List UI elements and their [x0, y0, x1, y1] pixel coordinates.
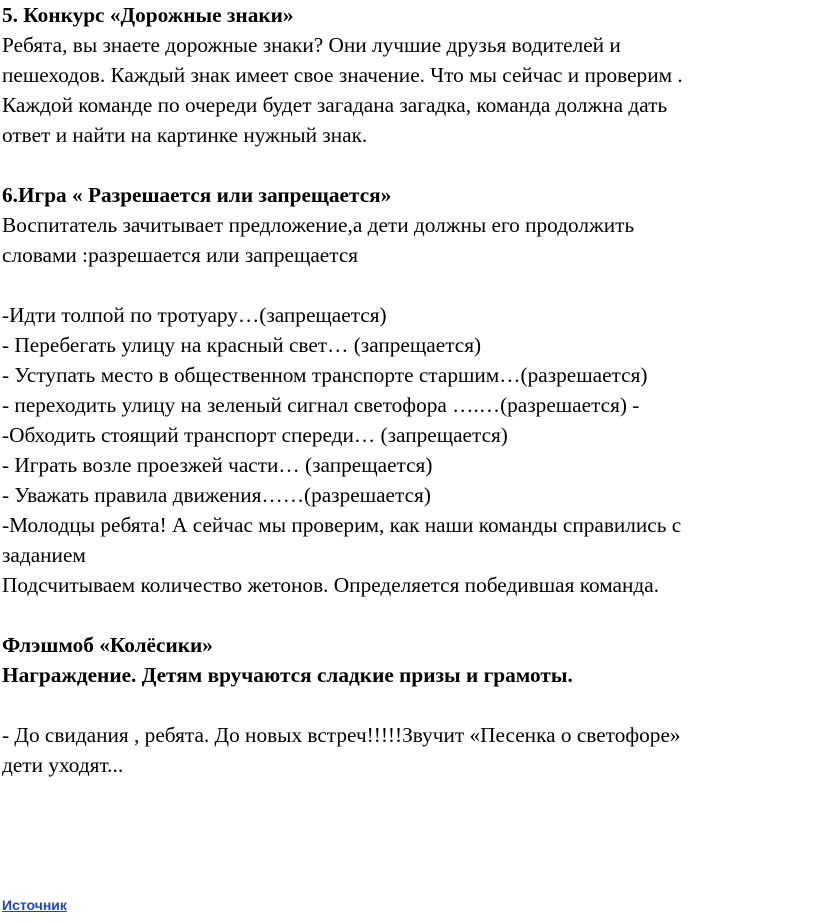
list-item: - Уважать правила движения……(разрешается) — [2, 483, 431, 507]
spacer — [2, 270, 814, 300]
list-item: Подсчитываем количество жетонов. Определяется победившая команда. — [2, 573, 660, 597]
list-item: - переходить улицу на зеленый сигнал светофора ….…(разрешается) - — [2, 393, 640, 417]
section6-title: 6.Игра « Разрешается или запрещается» — [2, 183, 392, 207]
section5-line-4: ответ и найти на картинке нужный знак. — [2, 123, 368, 147]
section6-intro-2: словами :разрешается или запрещается — [2, 243, 359, 267]
section5-line-1: Ребята, вы знаете дорожные знаки? Они лучшие друзья водителей и — [2, 33, 621, 57]
section5-title: 5. Конкурс «Дорожные знаки» — [2, 3, 294, 27]
farewell-line-1: - До свидания , ребята. До новых встреч!!!!!Звучит «Песенка о светофоре» — [2, 723, 681, 747]
list-item: -Молодцы ребята! А сейчас мы проверим, как наши команды справились с — [2, 513, 682, 537]
section6-intro-1: Воспитатель зачитывает предложение,а дети должны его продолжить — [2, 213, 635, 237]
list-item: -Идти толпой по тротуару…(запрещается) — [2, 303, 387, 327]
spacer — [2, 690, 814, 720]
section5-line-2: пешеходов. Каждый знак имеет свое значение. Что мы сейчас и проверим . — [2, 63, 683, 87]
award-line: Награждение. Детям вручаются сладкие призы и грамоты. — [2, 663, 573, 687]
list-item: - Играть возле проезжей части… (запрещается) — [2, 453, 433, 477]
list-item: - Перебегать улицу на красный свет… (запрещается) — [2, 333, 482, 357]
flashmob-title: Флэшмоб «Колёсики» — [2, 633, 213, 657]
farewell-line-2: дети уходят... — [2, 753, 124, 777]
list-item: -Обходить стоящий транспорт спереди… (запрещается) — [2, 423, 508, 447]
section5-line-3: Каждой команде по очереди будет загадана загадка, команда должна дать — [2, 93, 668, 117]
source-link[interactable]: Источник — [2, 897, 67, 913]
spacer — [2, 150, 814, 180]
list-item: - Уступать место в общественном транспорте старшим…(разрешается) — [2, 363, 648, 387]
spacer — [2, 600, 814, 630]
document-body — [2, 0, 814, 780]
list-item: заданием — [2, 543, 86, 567]
